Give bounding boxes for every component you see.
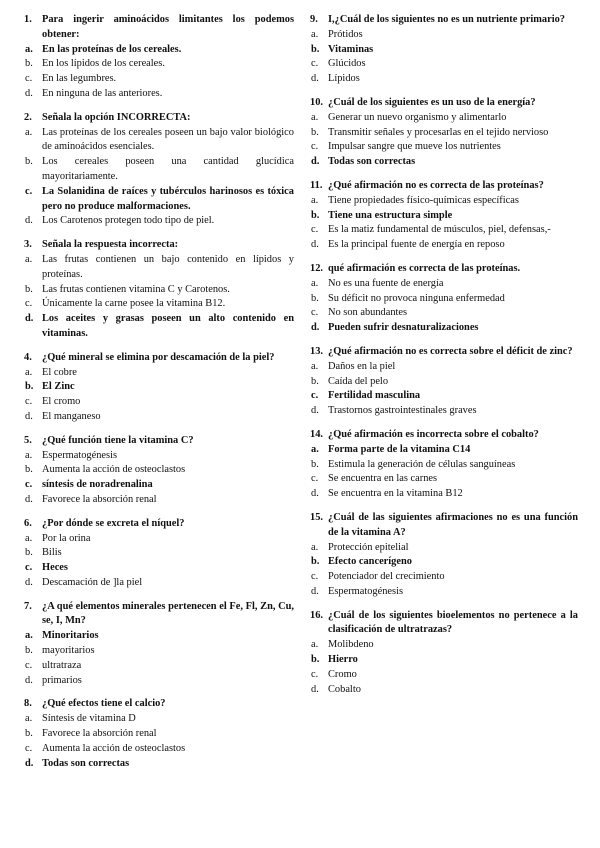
option-letter: c. — [311, 307, 319, 319]
option-text: Favorece la absorción renal — [42, 493, 157, 505]
question-header — [24, 434, 294, 449]
answer-option — [310, 458, 578, 473]
answer-option — [310, 72, 578, 87]
option-text: Se encuentra en la vitamina B12 — [328, 488, 463, 500]
answer-option — [24, 644, 294, 659]
option-text: Fertilidad masculina — [328, 390, 421, 402]
option-letter: a. — [25, 253, 33, 265]
question-number: 1. — [24, 14, 32, 25]
option-letter: a. — [311, 639, 319, 651]
option-letter: a. — [311, 277, 319, 289]
question-header — [310, 428, 578, 443]
option-text: síntesis de noradrenalina — [42, 479, 153, 491]
option-text: Cromo — [328, 668, 357, 680]
question-13 — [310, 345, 578, 419]
option-letter: c. — [311, 668, 319, 680]
option-letter: d. — [25, 410, 33, 422]
question-14 — [310, 428, 578, 502]
answer-option — [310, 28, 578, 43]
question-text: Señala la opción INCORRECTA: — [42, 111, 191, 123]
question-9 — [310, 13, 578, 87]
option-text: Prótidos — [328, 28, 363, 40]
option-letter: a. — [311, 111, 319, 123]
answer-option-correct — [24, 43, 294, 58]
option-letter: d. — [311, 322, 320, 334]
answer-option — [310, 223, 578, 238]
option-text: En las proteínas de los cereales. — [42, 43, 182, 55]
option-letter: c. — [311, 473, 319, 485]
answer-option — [310, 277, 578, 292]
answer-option — [24, 366, 294, 381]
question-header — [24, 517, 294, 532]
option-text: Su déficit no provoca ninguna enfermedad — [328, 292, 505, 304]
option-text: En las legumbres. — [42, 73, 117, 85]
question-text: Señala la respuesta incorrecta: — [42, 239, 179, 251]
option-text: Las frutas contienen un bajo contenido en lípidos y proteínas. — [42, 253, 294, 280]
answer-option — [24, 532, 294, 547]
question-text: Para ingerir aminoácidos limitantes los podemos obtener: — [42, 14, 294, 40]
option-letter: c. — [25, 479, 33, 491]
option-text: Hierro — [328, 654, 358, 666]
question-number: 2. — [24, 111, 32, 123]
option-letter: a. — [25, 630, 33, 642]
option-letter: a. — [311, 28, 319, 40]
answer-option-correct — [310, 555, 578, 570]
question-number: 8. — [24, 698, 32, 710]
question-15 — [310, 511, 578, 600]
question-header — [310, 345, 578, 360]
question-12 — [310, 262, 578, 336]
option-letter: b. — [311, 209, 320, 221]
answer-option-correct — [24, 312, 294, 342]
option-letter: b. — [311, 292, 319, 304]
question-1 — [24, 13, 294, 102]
answer-option-correct — [310, 321, 578, 336]
option-text: Caída del pelo — [328, 375, 389, 387]
option-text: Aumenta la acción de osteoclastos — [42, 742, 186, 754]
option-letter: d. — [25, 313, 34, 325]
question-4 — [24, 351, 294, 425]
option-text: Molibdeno — [328, 639, 374, 651]
answer-option — [310, 238, 578, 253]
option-text: No son abundantes — [328, 307, 408, 319]
option-letter: c. — [311, 141, 319, 153]
answer-option — [24, 576, 294, 591]
option-letter: b. — [25, 283, 33, 295]
question-header — [24, 351, 294, 366]
answer-option — [24, 297, 294, 312]
answer-option-correct — [310, 443, 578, 458]
answer-option — [310, 472, 578, 487]
option-letter: d. — [311, 239, 319, 251]
option-letter: c. — [311, 58, 319, 70]
question-header — [24, 600, 294, 630]
question-7 — [24, 600, 294, 689]
option-letter: c. — [311, 224, 319, 236]
answer-option — [310, 638, 578, 653]
option-letter: c. — [311, 390, 319, 402]
option-letter: c. — [25, 659, 33, 671]
option-letter: d. — [25, 493, 33, 505]
question-text: ¿Cuál de los siguientes es un uso de la energía? — [328, 96, 536, 108]
option-text: Es la matiz fundamental de músculos, piel, defensas,- — [328, 224, 551, 236]
question-number: 5. — [24, 434, 32, 446]
answer-option — [310, 194, 578, 209]
question-text: ¿A qué elementos minerales pertenecen el Fe, Fl, Zn, Cu, se, I, Mn? — [42, 600, 294, 627]
question-16 — [310, 609, 578, 698]
option-letter: a. — [25, 126, 33, 138]
answer-option-correct — [310, 209, 578, 224]
question-number: 10. — [310, 96, 323, 108]
question-number: 3. — [24, 239, 32, 251]
question-3 — [24, 238, 294, 342]
option-letter: d. — [25, 215, 33, 227]
question-header — [310, 609, 578, 639]
answer-option — [24, 463, 294, 478]
answer-option-correct — [310, 389, 578, 404]
answer-option — [24, 87, 294, 102]
question-number: 6. — [24, 517, 32, 529]
answer-option — [24, 546, 294, 561]
option-letter: b. — [311, 375, 319, 387]
question-text: ¿Qué afirmación no es correcta de las proteínas? — [328, 179, 544, 191]
question-5 — [24, 434, 294, 508]
answer-option — [310, 541, 578, 556]
answer-option — [310, 585, 578, 600]
option-text: primarios — [42, 674, 82, 686]
option-text: Todas son correctas — [42, 757, 130, 769]
option-text: Favorece la absorción renal — [42, 728, 157, 740]
option-text: Pueden sufrir desnaturalizaciones — [328, 322, 479, 334]
answer-option-correct — [24, 757, 294, 772]
option-letter: a. — [25, 449, 33, 461]
answer-option — [24, 395, 294, 410]
question-2 — [24, 111, 294, 229]
option-letter: a. — [311, 194, 319, 206]
answer-option — [310, 126, 578, 141]
option-letter: b. — [311, 43, 320, 55]
answer-option — [310, 140, 578, 155]
option-text: Vitaminas — [328, 43, 374, 55]
option-text: Heces — [42, 562, 68, 574]
question-text: ¿Cuál de los siguientes bioelementos no pertenece a la clasificación de ultratrazas? — [328, 609, 578, 636]
answer-option — [310, 375, 578, 390]
answer-option-correct — [24, 561, 294, 576]
option-text: Daños en la piel — [328, 360, 396, 372]
option-text: Forma parte de la vitamina C14 — [328, 443, 471, 455]
option-text: Impulsar sangre que mueve los nutrientes — [328, 141, 501, 153]
question-text: ¿Por dónde se excreta el níquel? — [42, 517, 185, 529]
question-number: 12. — [310, 262, 323, 274]
option-text: Espermatogénesis — [42, 449, 118, 461]
question-number: 15. — [310, 511, 323, 523]
option-letter: c. — [25, 396, 33, 408]
option-letter: c. — [311, 571, 319, 583]
option-letter: a. — [311, 541, 319, 553]
option-letter: a. — [311, 443, 319, 455]
option-letter: d. — [311, 73, 319, 85]
option-text: Únicamente la carne posee la vitamina B12. — [42, 298, 226, 310]
question-8 — [24, 697, 294, 771]
option-text: El manganeso — [42, 410, 101, 422]
question-header — [24, 13, 294, 43]
answer-option-correct — [24, 380, 294, 395]
option-letter: a. — [25, 366, 33, 378]
question-text: ¿Qué función tiene la vitamina C? — [42, 434, 194, 446]
question-header — [24, 111, 294, 126]
option-letter: c. — [25, 562, 33, 574]
answer-option-correct — [310, 653, 578, 668]
option-text: Transmitir señales y procesarlas en el tejido nervioso — [328, 126, 549, 138]
option-letter: d. — [311, 488, 319, 500]
option-letter: d. — [311, 156, 320, 168]
option-text: El Zinc — [42, 381, 75, 393]
option-text: En los lípidos de los cereales. — [42, 58, 165, 70]
option-text: La Solanidina de raíces y tubérculos harinosos es tóxica pero no produce malformaciones. — [42, 185, 294, 212]
option-text: Por la orina — [42, 532, 91, 544]
question-number: 16. — [310, 609, 323, 621]
option-text: Espermatogénesis — [328, 585, 404, 597]
option-text: Las frutas contienen vitamina C y Carotenos. — [42, 283, 230, 295]
question-11 — [310, 179, 578, 253]
option-text: Estimula la generación de células sanguíneas — [328, 458, 516, 470]
option-letter: b. — [311, 556, 320, 568]
answer-option — [310, 360, 578, 375]
option-text: Los cereales poseen una cantidad glucídica mayoritariamente. — [42, 156, 294, 182]
option-text: En ninguna de las anteriores. — [42, 87, 163, 99]
option-text: Generar un nuevo organismo y alimentarlo — [328, 111, 507, 123]
answer-option — [24, 493, 294, 508]
option-letter: a. — [25, 43, 33, 55]
option-text: Protección epitelial — [328, 541, 409, 553]
option-letter: b. — [25, 381, 34, 393]
option-text: Descamación de ]la piel — [42, 576, 143, 588]
answer-option — [24, 283, 294, 298]
left-column — [24, 13, 294, 780]
option-text: Se encuentra en las carnes — [328, 473, 438, 485]
option-letter: d. — [25, 757, 34, 769]
option-letter: c. — [25, 73, 33, 85]
option-text: Bilis — [42, 547, 62, 559]
question-text: I,¿Cuál de los siguientes no es un nutriente primario? — [328, 14, 565, 25]
answer-option-correct — [24, 185, 294, 215]
option-text: Trastornos gastrointestinales graves — [328, 405, 477, 417]
answer-option — [24, 449, 294, 464]
option-text: mayoritarios — [42, 645, 95, 657]
answer-option — [310, 306, 578, 321]
question-number: 13. — [310, 345, 323, 357]
question-header — [310, 262, 578, 277]
question-header — [24, 697, 294, 712]
option-letter: d. — [25, 674, 33, 686]
answer-option-correct — [24, 478, 294, 493]
option-text: Potenciador del crecimiento — [328, 571, 445, 583]
question-header — [310, 96, 578, 111]
question-text: ¿Qué afirmación es incorrecta sobre el cobalto? — [328, 428, 539, 440]
option-text: Cobalto — [328, 683, 361, 695]
option-letter: b. — [25, 547, 33, 559]
option-text: El cobre — [42, 366, 77, 378]
question-number: 9. — [310, 14, 318, 25]
answer-option — [310, 683, 578, 698]
question-6 — [24, 517, 294, 591]
question-text: qué afirmación es correcta de las proteínas. — [328, 262, 521, 274]
answer-option — [310, 404, 578, 419]
option-text: Glúcidos — [328, 58, 366, 70]
option-text: No es una fuente de energía — [328, 277, 444, 289]
option-letter: a. — [311, 360, 319, 372]
option-text: Aumenta la acción de osteoclastos — [42, 464, 186, 476]
right-column — [310, 13, 578, 706]
answer-option — [310, 292, 578, 307]
option-text: Es la principal fuente de energía en reposo — [328, 239, 505, 251]
answer-option-correct — [310, 155, 578, 170]
question-header — [24, 238, 294, 253]
answer-option — [24, 712, 294, 727]
option-letter: b. — [25, 58, 33, 70]
option-text: Síntesis de vitamina D — [42, 713, 136, 725]
question-header — [310, 511, 578, 541]
answer-option — [310, 57, 578, 72]
option-letter: d. — [311, 405, 319, 417]
option-letter: b. — [311, 126, 319, 138]
option-text: Los aceites y grasas poseen un alto contenido en vitaminas. — [42, 313, 294, 339]
answer-option — [24, 674, 294, 689]
option-text: ultratraza — [42, 659, 82, 671]
option-text: Tiene una estructura simple — [328, 209, 453, 221]
option-letter: c. — [25, 742, 33, 754]
question-number: 4. — [24, 351, 32, 363]
answer-option — [310, 668, 578, 683]
option-letter: d. — [25, 576, 33, 588]
question-header — [310, 179, 578, 194]
option-text: El cromo — [42, 396, 81, 408]
option-letter: c. — [25, 298, 33, 310]
option-letter: a. — [25, 713, 33, 725]
option-text: Todas son correctas — [328, 156, 416, 168]
option-letter: a. — [25, 532, 33, 544]
question-number: 11. — [310, 179, 323, 191]
question-header — [310, 13, 578, 28]
option-text: Minoritarios — [42, 630, 99, 642]
answer-option — [24, 155, 294, 185]
answer-option — [310, 570, 578, 585]
option-letter: b. — [25, 728, 33, 740]
question-text: ¿Qué mineral se elimina por descamación de la piel? — [42, 351, 275, 363]
answer-option — [24, 214, 294, 229]
option-letter: b. — [25, 156, 33, 168]
option-letter: b. — [25, 464, 33, 476]
option-text: Las proteínas de los cereales poseen un bajo valor biológico de aminoácidos esenciales. — [42, 126, 294, 153]
answer-option — [24, 72, 294, 87]
answer-option — [24, 659, 294, 674]
answer-option — [24, 253, 294, 283]
question-text: ¿Qué afirmación no es correcta sobre el déficit de zinc? — [328, 345, 573, 357]
answer-option — [24, 126, 294, 156]
option-text: Lípidos — [328, 73, 360, 85]
answer-option — [24, 57, 294, 72]
question-text: ¿Qué efectos tiene el calcio? — [42, 698, 166, 710]
question-10 — [310, 96, 578, 170]
option-letter: d. — [311, 585, 319, 597]
option-text: Los Carotenos protegen todo tipo de piel. — [42, 215, 215, 227]
answer-option — [310, 487, 578, 502]
option-letter: c. — [25, 185, 33, 197]
question-text: ¿Cuál de las siguientes afirmaciones no es una función de la vitamina A? — [328, 511, 578, 538]
option-letter: d. — [25, 87, 33, 99]
answer-option — [24, 742, 294, 757]
option-text: Tiene propiedades físico-químicas específicas — [328, 194, 519, 206]
option-text: Efecto cancerígeno — [328, 556, 412, 568]
option-letter: b. — [25, 645, 33, 657]
option-letter: b. — [311, 458, 319, 470]
option-letter: b. — [311, 654, 320, 666]
answer-option — [310, 111, 578, 126]
answer-option-correct — [24, 629, 294, 644]
question-number: 7. — [24, 600, 32, 612]
answer-option — [24, 410, 294, 425]
question-number: 14. — [310, 428, 323, 440]
answer-option-correct — [310, 43, 578, 58]
answer-option — [24, 727, 294, 742]
option-letter: d. — [311, 683, 319, 695]
